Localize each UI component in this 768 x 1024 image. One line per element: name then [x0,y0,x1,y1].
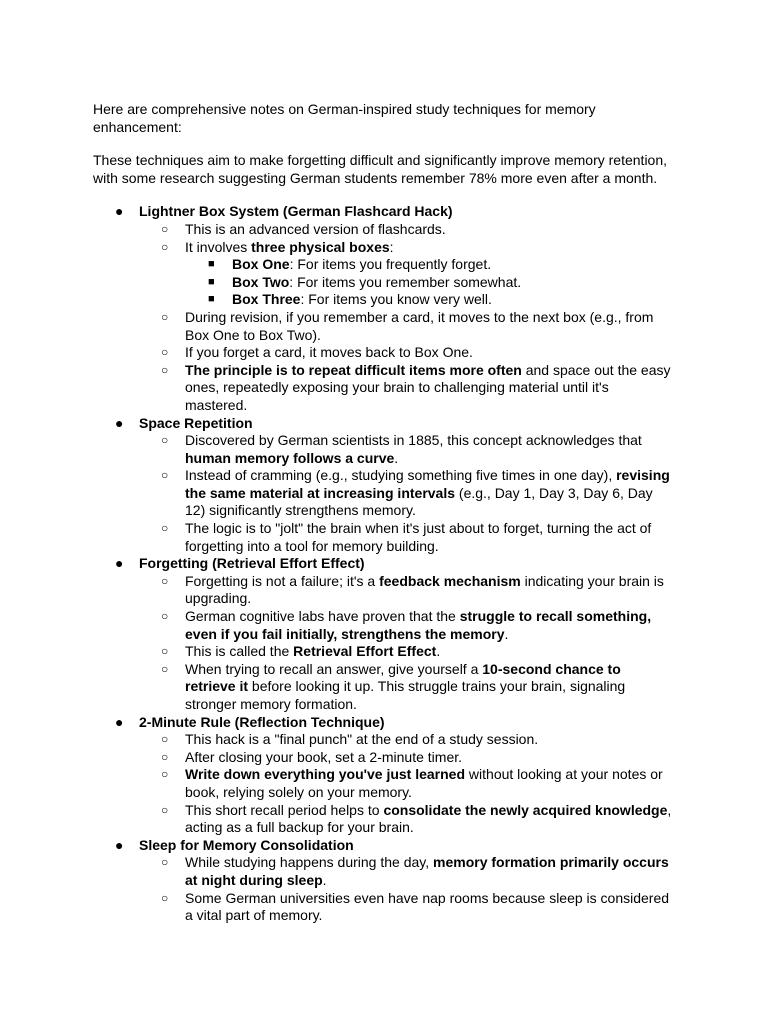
item-bold: Retrieval Effort Effect [293,643,437,660]
item-text: . [436,643,441,660]
item-text: before looking it up. This struggle trains your brain, signaling stronger memory formation. [185,678,626,712]
item-bold: consolidate the newly acquired knowledge [383,801,668,818]
sublist [139,573,673,714]
bullet-circle: ○ [161,521,169,536]
item-text: During revision, if you remember a card, it moves to the next box (e.g., from Box One to Box Two). [185,308,654,343]
item-text: This hack is a "final punch" at the end of a study session. [185,731,539,748]
item-bold: struggle to recall something, even if you fail initially, strengthens the memory [185,608,652,642]
bullet-circle: ○ [161,767,169,782]
section-title: Space Repetition [139,414,253,431]
list-item [139,802,673,837]
bullet-circle: ○ [161,573,169,588]
list-item [139,661,673,714]
item-bold: The principle is to repeat difficult items more often [185,361,522,378]
item-text: . [504,625,509,642]
list-item [139,766,673,801]
bullet-circle: ○ [161,433,169,448]
bullet-circle: ○ [161,644,169,659]
item-text: . [322,871,327,888]
item-text: It involves [185,238,252,255]
item-text: : For items you frequently forget. [289,256,492,273]
bullet-disc: ● [115,713,124,730]
list-item [139,749,673,767]
list-item [139,731,673,749]
item-text: After closing your book, set a 2-minute timer. [185,748,463,765]
item-text: : [389,238,394,255]
item-text: (e.g., Day 1, Day 3, Day 6, Day 12) significantly strengthens memory. [185,484,653,519]
item-text: and space out the easy ones, repeatedly exposing your brain to challenging material until it's mastered. [185,361,671,413]
list-item [185,256,673,274]
sublist [139,854,673,924]
item-text: , acting as a full backup for your brain. [185,801,672,836]
bullet-circle: ○ [161,749,169,764]
section-forgetting [93,555,673,713]
section-title: Lightner Box System (German Flashcard Hack) [139,203,453,220]
item-text: : For items you remember somewhat. [289,273,522,290]
section-title: Sleep for Memory Consolidation [139,836,354,853]
technique-list [93,203,673,924]
section-sleep [93,837,673,925]
section-title: Forgetting (Retrieval Effort Effect) [139,555,365,572]
item-text: . [394,449,399,466]
item-text: If you forget a card, it moves back to Box One. [185,344,473,361]
item-text: This short recall period helps to [185,801,384,818]
sublist [139,731,673,837]
item-text: This is an advanced version of flashcards. [185,220,446,237]
summary-paragraph: These techniques aim to make forgetting difficult and significantly improve memory retention, with some research suggesting German students remember 78% more even after a month. [93,152,668,186]
item-bold: Box One [232,256,290,273]
item-text: The logic is to "jolt" the brain when it's just about to forget, turning the act of forgetting into a tool for memory building. [185,520,652,554]
section-lightner [93,203,673,414]
intro-paragraph: Here are comprehensive notes on German-inspired study techniques for memory enhancement: [93,101,596,135]
sublist [139,432,673,555]
item-text: German cognitive labs have proven that the [185,608,460,625]
bullet-disc: ● [115,555,124,572]
list-item [139,520,673,555]
item-bold: Box Three [232,291,301,308]
bullet-square: ■ [208,275,215,288]
list-item [139,643,673,661]
item-text: Some German universities even have nap rooms because sleep is considered a vital part of memory. [185,889,670,924]
list-item [139,309,673,344]
list-item [139,467,673,520]
item-text: indicating your brain is upgrading. [185,572,664,607]
list-item [139,573,673,608]
bullet-disc: ● [115,414,124,431]
item-bold: memory formation primarily occurs at night during sleep [185,854,669,888]
item-text: Forgetting is not a failure; it's a [185,572,380,589]
sublist [139,221,673,415]
item-text: Discovered by German scientists in 1885, this concept acknowledges that [185,432,642,449]
item-text: Instead of cramming (e.g., studying something five times in one day), [185,467,617,484]
bullet-circle: ○ [161,468,169,483]
list-item [139,221,673,239]
bullet-circle: ○ [161,309,169,324]
item-bold: 10-second chance to retrieve it [185,660,621,695]
item-text: This is called the [185,643,294,660]
bullet-circle: ○ [161,239,169,254]
bullet-circle: ○ [161,661,169,676]
bullet-circle: ○ [161,362,169,377]
list-item [139,854,673,889]
item-bold: revising the same material at increasing intervals [185,467,670,501]
section-title: 2-Minute Rule (Reflection Technique) [139,713,385,730]
section-space-repetition [93,415,673,556]
bullet-circle: ○ [161,221,169,236]
bullet-circle: ○ [161,345,169,360]
list-item [139,608,673,643]
bullet-disc: ● [115,836,124,853]
bullet-square: ■ [208,293,215,306]
bullet-square: ■ [208,258,215,271]
bullet-circle: ○ [161,890,169,905]
item-bold: Box Two [232,273,290,290]
bullet-circle: ○ [161,802,169,817]
item-bold: three physical boxes [251,238,390,255]
item-text: While studying happens during the day, [185,854,434,871]
bullet-circle: ○ [161,609,169,624]
item-bold: Write down everything you've just learned [185,766,466,783]
list-item [139,362,673,415]
box-list [185,256,673,309]
bullet-circle: ○ [161,855,169,870]
list-item [139,344,673,362]
list-item [139,890,673,925]
section-two-minute-rule [93,714,673,837]
item-bold: human memory follows a curve [185,449,395,466]
item-text: : For items you know very well. [300,291,492,308]
item-bold: feedback mechanism [379,572,521,589]
list-item [185,274,673,292]
list-item [139,432,673,467]
bullet-disc: ● [115,203,124,220]
list-item [185,291,673,309]
list-item [139,239,673,309]
item-text: without looking at your notes or book, relying solely on your memory. [185,766,663,800]
item-text: When trying to recall an answer, give yourself a [185,660,483,677]
bullet-circle: ○ [161,732,169,747]
